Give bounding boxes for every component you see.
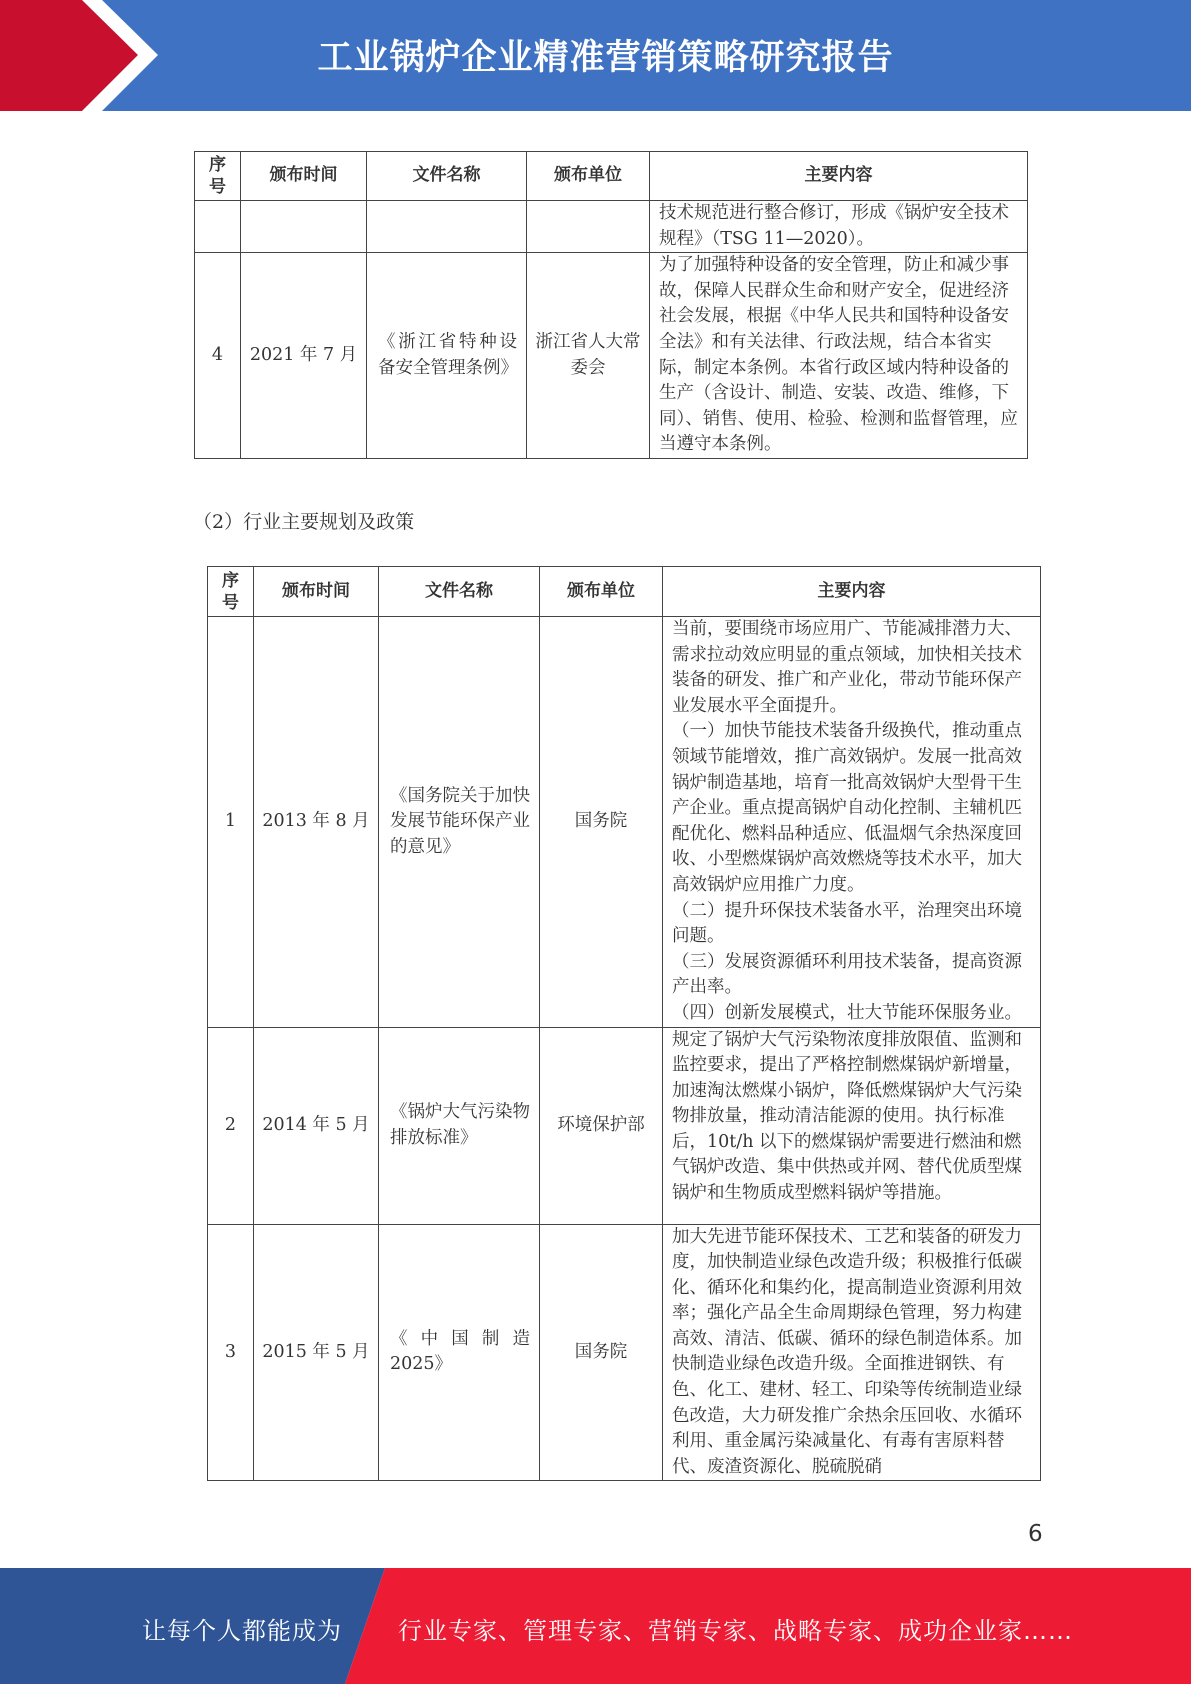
footer-slogan-right: 行业专家、管理专家、营销专家、战略专家、成功企业家…… [398,1617,1073,1645]
table-header-row [195,152,1028,201]
header-name: 文件名称 [379,567,540,617]
row-unit: 环境保护部 [540,1027,663,1224]
row-name: 《中国制造2025》 [379,1224,540,1481]
row-name [367,201,527,253]
page-header [0,0,1191,111]
row-date: 2013 年 8 月 [254,617,379,1028]
page-number: 6 [1028,1521,1043,1547]
row-unit: 国务院 [540,1224,663,1481]
section-title: （2）行业主要规划及政策 [193,511,415,533]
row-content: 为了加强特种设备的安全管理，防止和减少事故，保障人民群众生命和财产安全，促进经济社会发展，根据《中华人民共和国特种设备安全法》和有关法律、行政法规，结合本省实际，制定本条例。本省行政区域内特种设备的生产（含设计、制造、安装、改造、维修，下同）、销售、使用、检验、检测和监督管理，应当遵守本条例。 [650,253,1028,459]
row-num: 2 [208,1027,254,1224]
header-unit: 颁布单位 [540,567,663,617]
row-num [195,201,241,253]
header-content: 主要内容 [650,152,1028,201]
page-footer [0,1568,1191,1684]
header-content: 主要内容 [663,567,1041,617]
row-name: 《国务院关于加快发展节能环保产业的意见》 [379,617,540,1028]
header-num: 序 号 [195,152,241,201]
table-row [208,617,1041,1028]
row-num: 1 [208,617,254,1028]
header-num: 序 号 [208,567,254,617]
row-date [241,201,367,253]
header-date: 颁布时间 [254,567,379,617]
regulations-table-continued [194,151,1028,459]
row-unit: 浙江省人大常委会 [527,253,650,459]
row-num: 3 [208,1224,254,1481]
row-unit [527,201,650,253]
row-content: 加大先进节能环保技术、工艺和装备的研发力度，加快制造业绿色改造升级；积极推行低碳化、循环化和集约化，提高制造业资源利用效率；强化产品全生命周期绿色管理，努力构建高效、清洁、低碳、循环的绿色制造体系。加快制造业绿色改造升级。全面推进钢铁、有色、化工、建材、轻工、印染等传统制造业绿色改造，大力研发推广余热余压回收、水循环利用、重金属污染减量化、有毒有害原料替代、废渣资源化、脱硫脱硝 [663,1224,1041,1481]
table-row [208,1224,1041,1481]
table-row [208,1027,1041,1224]
row-content: 技术规范进行整合修订，形成《锅炉安全技术规程》（TSG 11—2020）。 [650,201,1028,253]
row-date: 2014 年 5 月 [254,1027,379,1224]
row-content: 当前，要围绕市场应用广、节能减排潜力大、需求拉动效应明显的重点领域，加快相关技术装备的研发、推广和产业化，带动节能环保产业发展水平全面提升。 （一）加快节能技术装备升级换代，推动重点领域节能增效，推广高效锅炉。发展一批高效锅炉制造基地，培育一批高效锅炉大型骨干生产企业。重点提高锅炉自动化控制、主辅机匹配优化、燃料品种适应、低温烟气余热深度回收、小型燃煤锅炉高效燃烧等技术水平，加大高效锅炉应用推广力度。 （二）提升环保技术装备水平，治理突出环境问题。 （三）发展资源循环利用技术装备，提高资源产出率。 （四）创新发展模式，壮大节能环保服务业。 [663,617,1041,1028]
row-name: 《浙江省特种设备安全管理条例》 [367,253,527,459]
header-date: 颁布时间 [241,152,367,201]
row-name: 《锅炉大气污染物排放标准》 [379,1027,540,1224]
row-unit: 国务院 [540,617,663,1028]
row-num: 4 [195,253,241,459]
table-header-row [208,567,1041,617]
row-date: 2021 年 7 月 [241,253,367,459]
header-unit: 颁布单位 [527,152,650,201]
header-name: 文件名称 [367,152,527,201]
footer-slogan-left: 让每个人都能成为 [142,1617,342,1645]
policies-table [207,566,1041,1481]
table-row [195,201,1028,253]
row-date: 2015 年 5 月 [254,1224,379,1481]
report-title: 工业锅炉企业精准营销策略研究报告 [317,38,894,78]
table-row [195,253,1028,459]
row-content: 规定了锅炉大气污染物浓度排放限值、监测和监控要求，提出了严格控制燃煤锅炉新增量，加速淘汰燃煤小锅炉，降低燃煤锅炉大气污染物排放量，推动清洁能源的使用。执行标准后，10t/h 以下的燃煤锅炉需要进行燃油和燃气锅炉改造、集中供热或并网、替代优质型煤锅炉和生物质成型燃料锅炉等措施。 [663,1027,1041,1224]
